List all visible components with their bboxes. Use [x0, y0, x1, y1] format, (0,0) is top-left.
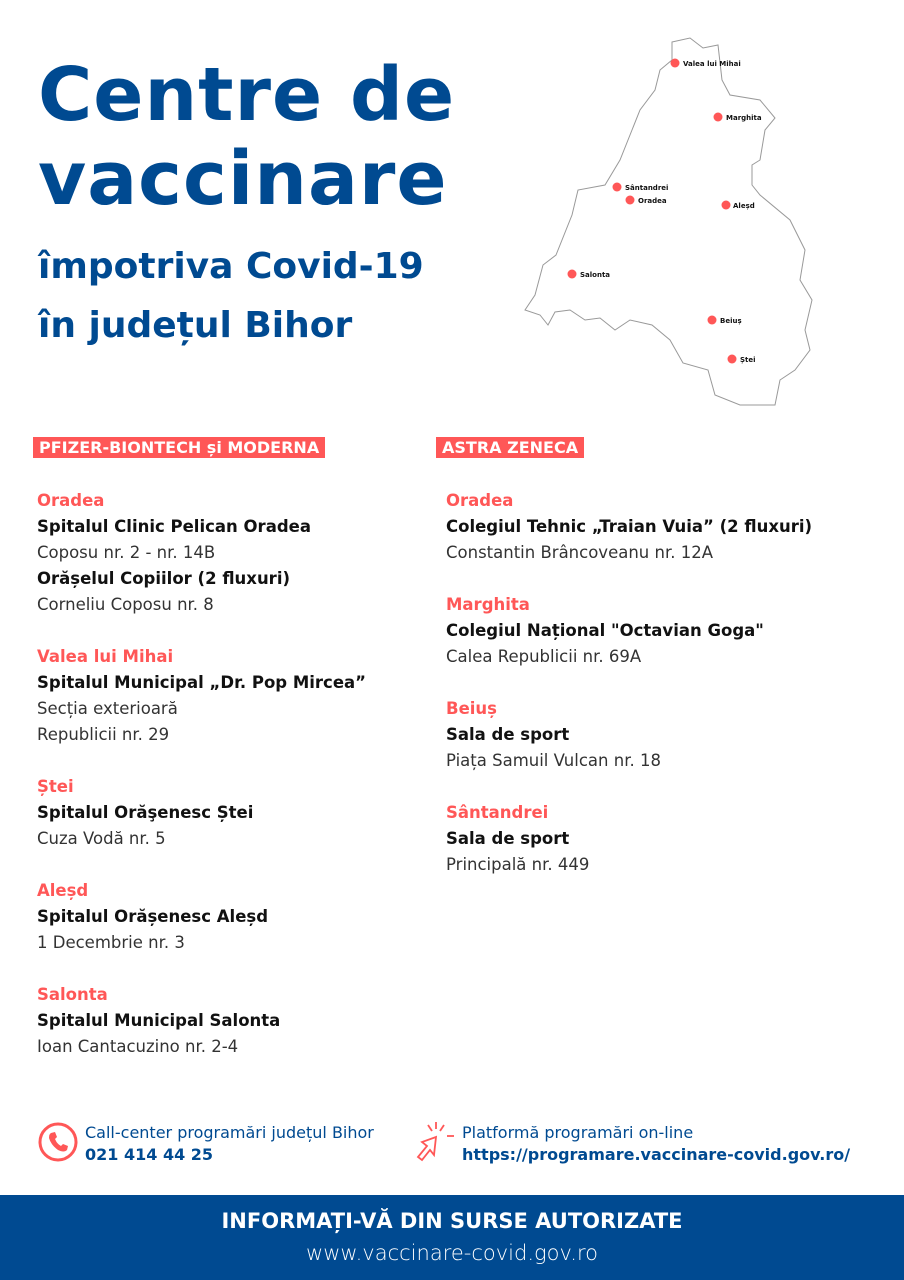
- astrazeneca-centers-list: [446, 488, 812, 904]
- title-line-1: Centre de: [38, 52, 456, 138]
- center-address: Coposu nr. 2 - nr. 14B: [37, 543, 216, 562]
- center-name: Sala de sport: [446, 829, 570, 848]
- city-name: Salonta: [37, 985, 108, 1004]
- map-marker: [671, 59, 741, 69]
- pfizer-centers-list: [37, 488, 366, 1086]
- center-address: Cuza Vodă nr. 5: [37, 829, 166, 848]
- center-name: Spitalul Municipal Salonta: [37, 1011, 281, 1030]
- online-booking-label: Platformă programări on-line: [462, 1123, 694, 1142]
- center-name: Colegiul Tehnic „Traian Vuia” (2 fluxuri): [446, 517, 813, 536]
- online-booking-info: [414, 1122, 850, 1166]
- center-address: Constantin Brâncoveanu nr. 12A: [446, 543, 713, 562]
- city-name: Sântandrei: [446, 803, 549, 822]
- center-address: 1 Decembrie nr. 3: [37, 933, 185, 952]
- center-group: [446, 488, 812, 566]
- vaccine-tag-astrazeneca: ASTRA ZENECA: [436, 437, 584, 458]
- svg-text:Marghita: Marghita: [726, 114, 762, 122]
- map-marker: [714, 113, 762, 123]
- center-group: [37, 878, 366, 956]
- city-name: Aleșd: [37, 881, 89, 900]
- center-address: Calea Republicii nr. 69A: [446, 647, 642, 666]
- center-name: Orășelul Copiilor (2 fluxuri): [37, 569, 291, 588]
- center-name: Spitalul Orăşenesc Ștei: [37, 803, 254, 822]
- svg-text:Salonta: Salonta: [580, 271, 611, 279]
- call-center-label: Call-center programări județul Bihor: [85, 1123, 374, 1142]
- svg-text:Sântandrei: Sântandrei: [625, 184, 669, 192]
- svg-text:Ștei: Ștei: [740, 356, 756, 364]
- center-group: [37, 644, 366, 748]
- cursor-click-icon: [414, 1120, 458, 1164]
- map-marker: [708, 316, 742, 326]
- phone-icon: [38, 1122, 78, 1162]
- vaccine-tag-pfizer-moderna: PFIZER-BIONTECH și MODERNA: [33, 437, 325, 458]
- call-center-info: [38, 1122, 374, 1166]
- city-name: Marghita: [446, 595, 530, 614]
- bihor-map: [0, 0, 904, 420]
- call-center-phone[interactable]: 021 414 44 25: [85, 1145, 214, 1164]
- center-address: Republicii nr. 29: [37, 725, 170, 744]
- subtitle-line-1: împotriva Covid-19: [38, 246, 424, 287]
- subtitle-line-2: în județul Bihor: [38, 305, 353, 346]
- center-group: [37, 982, 366, 1060]
- center-address: Principală nr. 449: [446, 855, 590, 874]
- center-group: [446, 592, 812, 670]
- center-name: Spitalul Orășenesc Aleșd: [37, 907, 269, 926]
- city-name: Oradea: [446, 491, 514, 510]
- svg-text:Oradea: Oradea: [638, 197, 667, 205]
- svg-text:Beiuș: Beiuș: [720, 317, 742, 325]
- center-address: Corneliu Coposu nr. 8: [37, 595, 214, 614]
- center-group: [37, 774, 366, 852]
- city-name: Valea lui Mihai: [37, 647, 174, 666]
- city-name: Beiuș: [446, 699, 497, 718]
- center-address: Secția exterioară: [37, 699, 178, 718]
- footer-title: INFORMAȚI-VĂ DIN SURSE AUTORIZATE: [221, 1209, 683, 1233]
- center-name: Colegiul Național "Octavian Goga": [446, 621, 764, 640]
- county-outline: [525, 38, 812, 405]
- footer-url[interactable]: www.vaccinare-covid.gov.ro: [306, 1241, 598, 1265]
- center-group: [446, 696, 812, 774]
- online-booking-link[interactable]: https://programare.vaccinare-covid.gov.ro/: [462, 1145, 851, 1164]
- city-name: Ștei: [37, 777, 74, 796]
- map-marker: [626, 196, 667, 206]
- center-name: Spitalul Municipal „Dr. Pop Mircea”: [37, 673, 367, 692]
- footer-banner: [0, 1195, 904, 1280]
- map-marker: [568, 270, 611, 280]
- svg-text:Aleșd: Aleșd: [733, 202, 755, 210]
- title-line-2: vaccinare: [38, 136, 448, 222]
- city-name: Oradea: [37, 491, 105, 510]
- center-group: [37, 488, 366, 618]
- map-marker: [722, 201, 755, 211]
- center-name: Sala de sport: [446, 725, 570, 744]
- map-marker: [728, 355, 756, 365]
- center-address: Piața Samuil Vulcan nr. 18: [446, 751, 661, 770]
- map-marker: [613, 183, 669, 193]
- center-group: [446, 800, 812, 878]
- svg-text:Valea lui Mihai: Valea lui Mihai: [683, 60, 741, 68]
- center-address: Ioan Cantacuzino nr. 2-4: [37, 1037, 239, 1056]
- center-name: Spitalul Clinic Pelican Oradea: [37, 517, 311, 536]
